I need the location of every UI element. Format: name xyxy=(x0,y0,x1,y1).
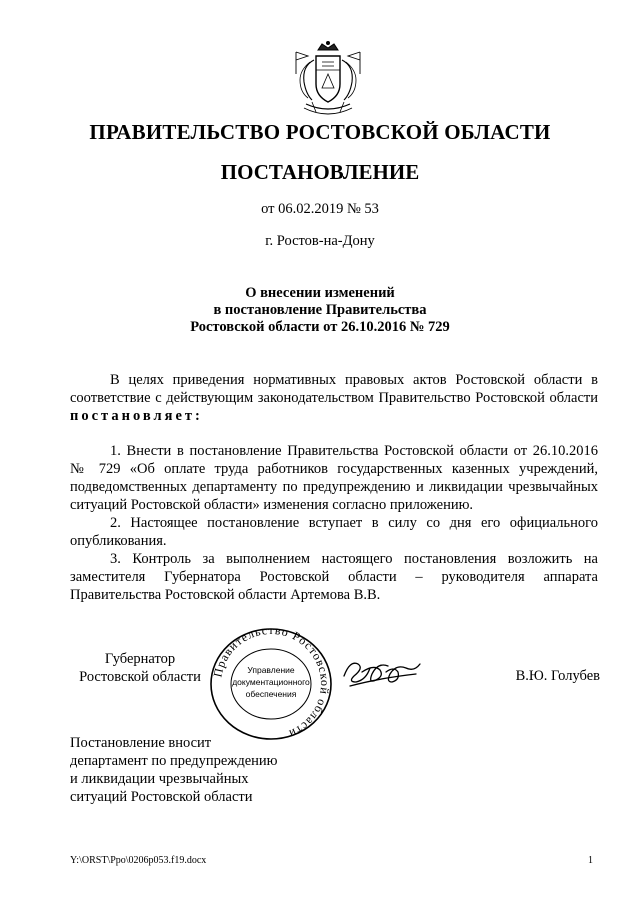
document-type: ПОСТАНОВЛЕНИЕ xyxy=(220,160,420,184)
decree-item: 2. Настоящее постановление вступает в силу со дня его официального опубликования. xyxy=(70,515,598,549)
submitting-department xyxy=(70,734,310,806)
preamble-text: В целях приведения нормативных правовых актов Ростовской области в соответствие с действующим законодательством Правительство Ростовской области xyxy=(70,372,598,406)
stamp-center-line: обеспечения xyxy=(245,689,297,699)
document-subject xyxy=(0,285,640,336)
subject-line: О внесении изменений xyxy=(245,285,395,301)
handwritten-signature xyxy=(340,652,424,692)
signatory-name: В.Ю. Голубев xyxy=(515,668,600,684)
decree-item: 3. Контроль за выполнением настоящего постановления возложить на заместителя Губернатора Ростовской области – руководителя аппарата Правительства Ростовской области Артемова В.В. xyxy=(70,551,598,603)
submitter-line: Постановление вносит xyxy=(70,735,212,751)
stamp-center-line: Управление xyxy=(247,665,295,675)
preamble-paragraph xyxy=(70,371,598,425)
signatory-title-line: Ростовской области xyxy=(79,669,201,685)
submitter-line: департамент по предупреждению xyxy=(70,753,278,769)
signatory-title-line: Губернатор xyxy=(104,651,176,667)
rostov-oblast-coat-of-arms-icon xyxy=(292,40,364,120)
decree-items xyxy=(70,442,598,604)
preamble xyxy=(70,371,598,425)
file-path: Y:\ORST\Ppo\0206p053.f19.docx xyxy=(70,855,207,866)
submitter-line: ситуаций Ростовской области xyxy=(70,789,253,805)
subject-line: в постановление Правительства xyxy=(213,302,427,318)
official-stamp xyxy=(206,625,336,743)
organization-title: ПРАВИТЕЛЬСТВО РОСТОВСКОЙ ОБЛАСТИ xyxy=(89,120,551,144)
date-number: от 06.02.2019 № 53 xyxy=(261,201,379,217)
place-of-issue: г. Ростов-на-Дону xyxy=(265,233,375,249)
decree-keyword: постановляет: xyxy=(70,408,203,424)
page-number: 1 xyxy=(588,855,593,866)
stamp-ring-text: Правительство Ростовской области xyxy=(210,625,333,742)
signatory-title xyxy=(70,650,210,686)
subject-line: Ростовской области от 26.10.2016 № 729 xyxy=(190,319,450,335)
stamp-center-line: документационного xyxy=(232,677,310,687)
decree-item: 1. Внести в постановление Правительства Ростовской области от 26.10.2016 № 729 «Об оплате труда работников государственных казенных учреждений, подведомственных департаменту по предупреждению и ликвидации чрезвычайных ситуаций Ростовской области» изменения согласно приложению. xyxy=(70,443,598,513)
submitter-line: и ликвидации чрезвычайных xyxy=(70,771,249,787)
